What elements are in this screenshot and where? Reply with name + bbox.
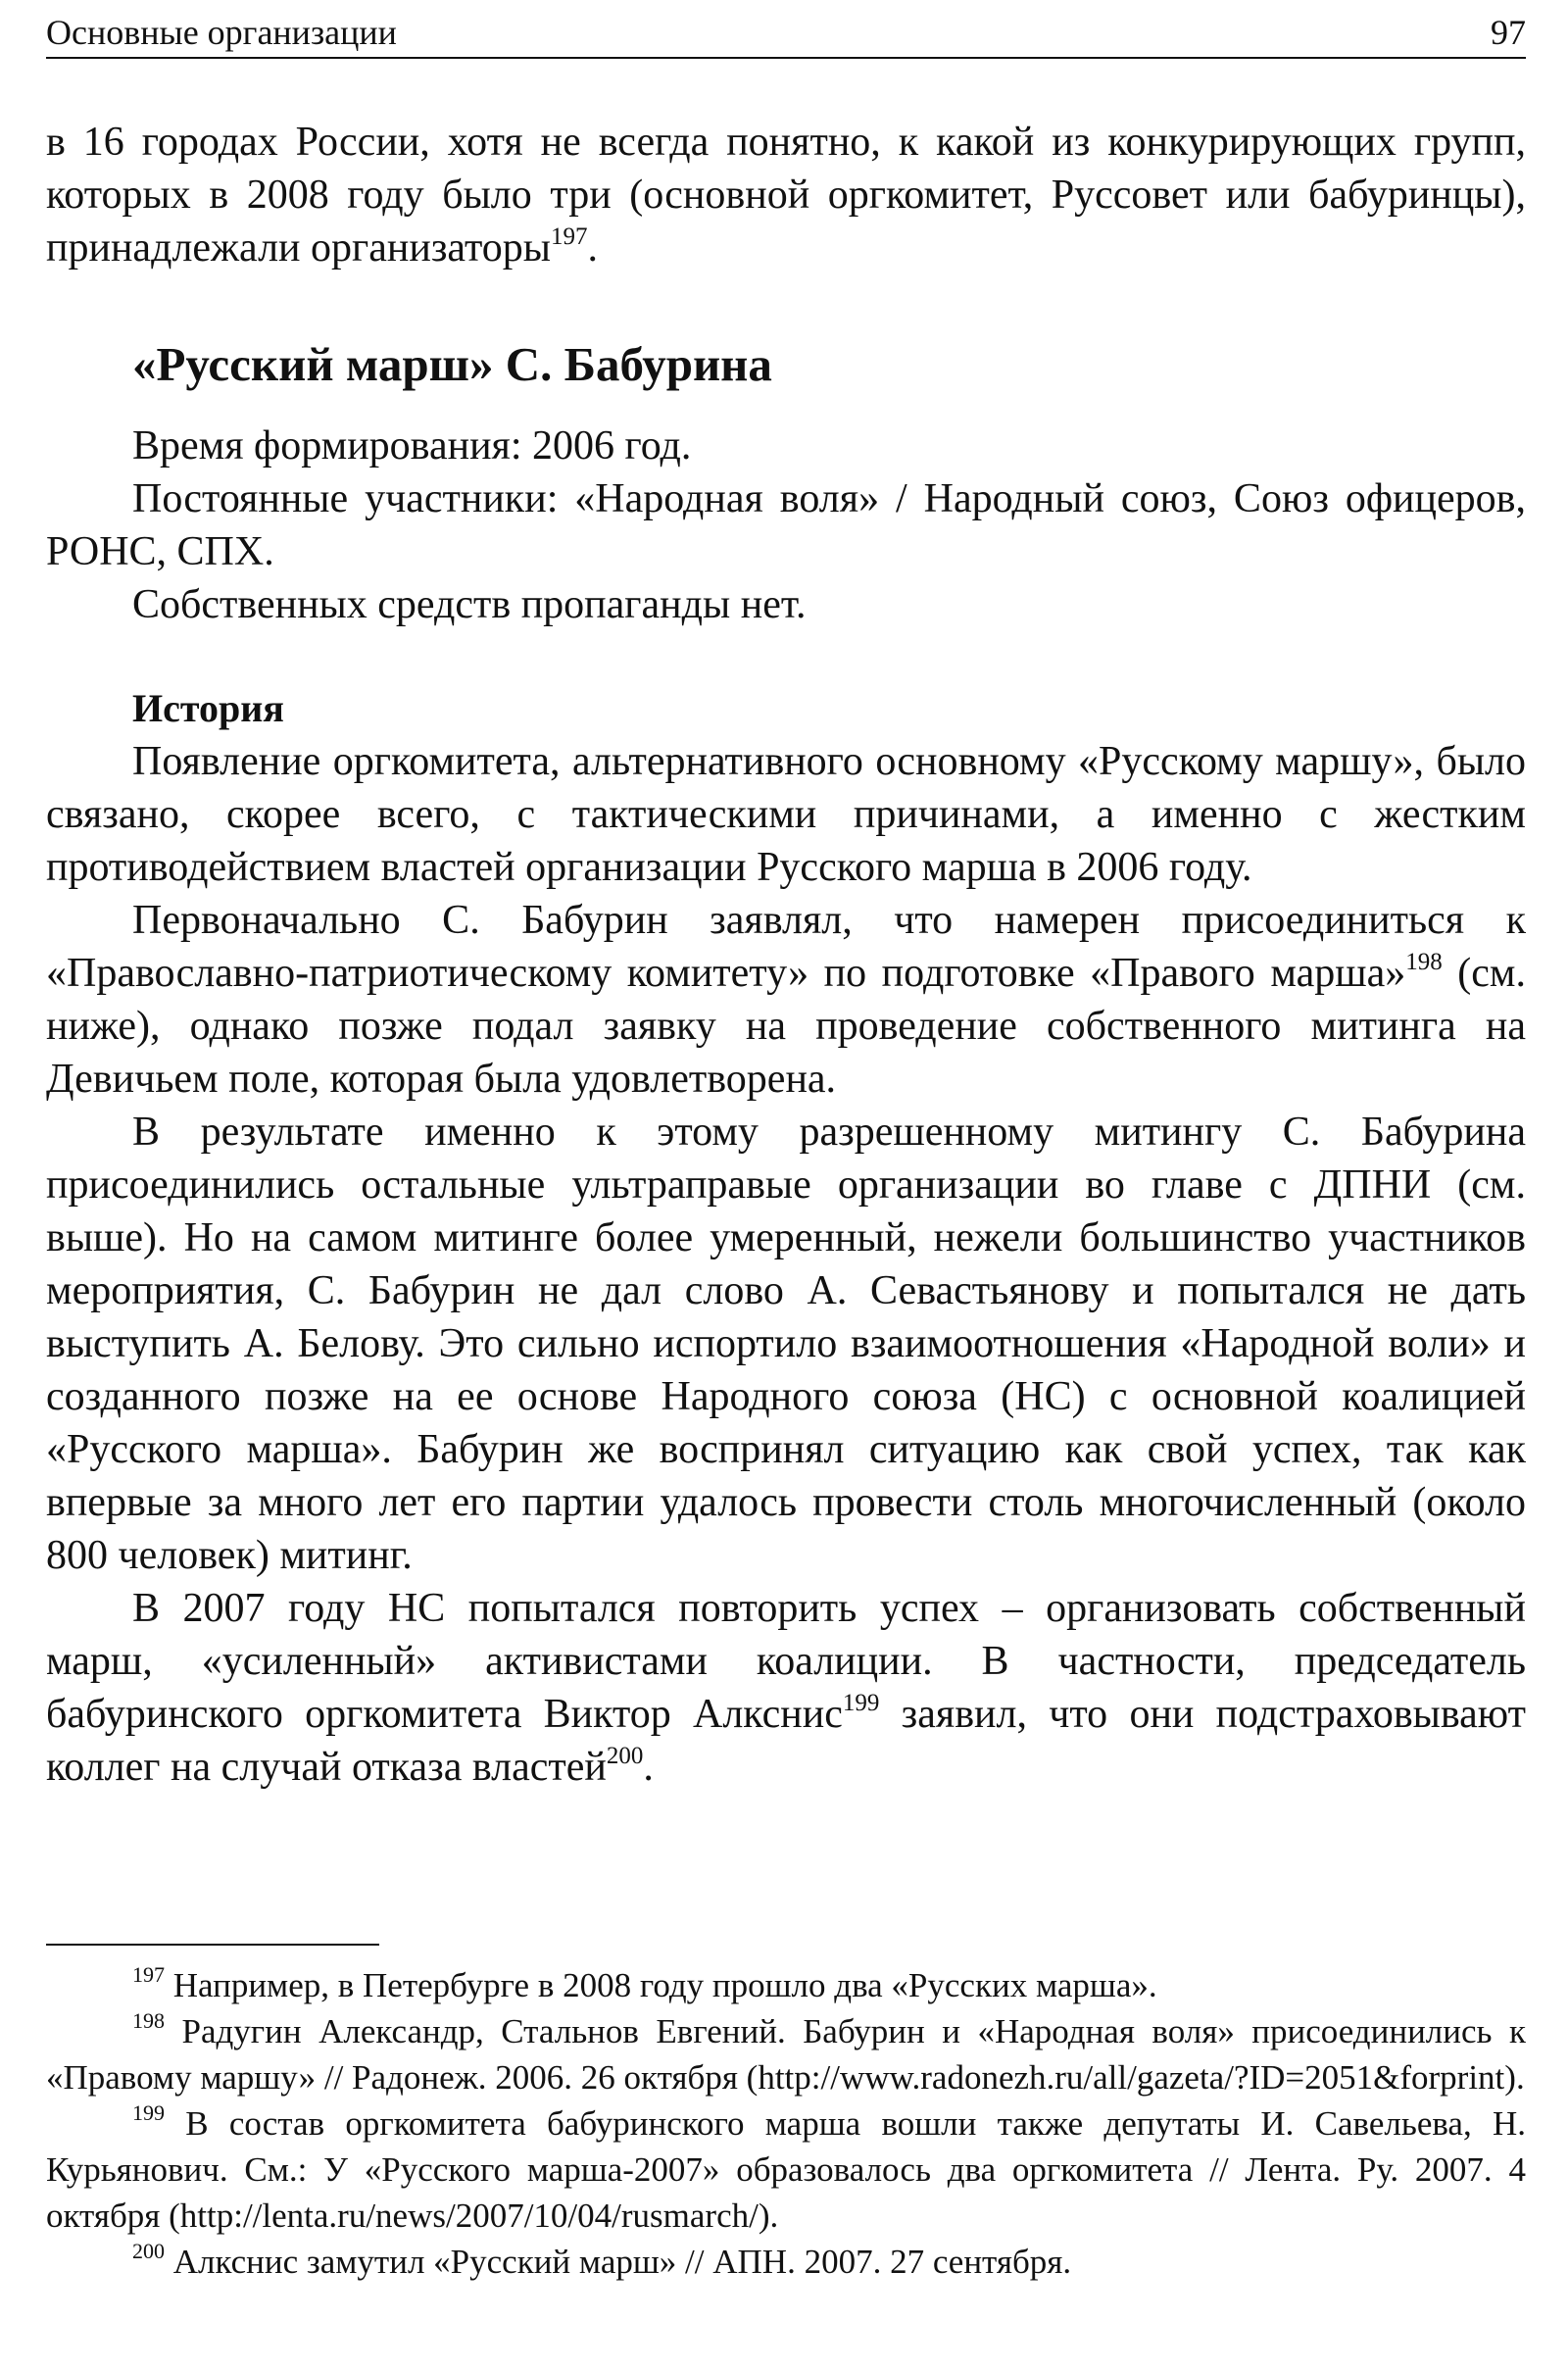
footnote-ref-199[interactable]: 199 [842, 1690, 880, 1716]
p2-text-a: Первоначально С. Бабурин заявлял, что намерен присоединиться к «Православно-патриотическому комитету» по подготовке «Правого марша» [46, 898, 1526, 996]
history-paragraph-4 [46, 1582, 1526, 1794]
p4-text-a: В 2007 году НС попытался повторить успех – организовать собственный марш, «усиленный» активистами коалиции. В частности, председатель бабуринского оргкомитета Виктор Алкснис [46, 1586, 1526, 1737]
footnote-200 [46, 2239, 1526, 2285]
history-paragraph-3: В результате именно к этому разрешенному митингу С. Бабурина присоединились остальные ультраправые организации во главе с ДПНИ (см. выше). Но на самом митинге более умеренный, нежели большинство участников мероприятия, С. Бабурин не дал слово А. Севастьянову и попытался не дать выступить А. Белову. Это сильно испортило взаимоотношения «Народной воли» и созданного позже на ее основе Народного союза (НС) с основной коалицией «Русского марша». Бабурин же воспринял ситуацию как свой успех, так как впервые за много лет его партии удалось провести столь многочисленный (около 800 человек) митинг. [46, 1110, 1526, 1578]
intro-tail: . [587, 225, 598, 271]
info-formation-time: Время формирования: 2006 год. [132, 423, 692, 469]
footnote-197 [46, 1962, 1526, 2008]
footnote-199 [46, 2100, 1526, 2239]
section-title: «Русский марш» С. Бабурина [132, 337, 772, 391]
footnote-number: 200 [132, 2239, 165, 2264]
history-paragraph-2 [46, 894, 1526, 1106]
footnote-text: Радугин Александр, Стальнов Евгений. Бабурин и «Народная воля» присоединились к «Правому маршу» // Радонеж. 2006. 26 октября (http://www.radonezh.ru/all/gazeta/?ID=2051&forprint). [46, 2012, 1526, 2097]
intro-text: в 16 городах России, хотя не всегда понятно, к какой из конкурирующих групп, которых в 2008 году было три (основной оргкомитет, Руссовет или бабуринцы), принадлежали организаторы [46, 120, 1526, 271]
footnote-text: Например, в Петербурге в 2008 году прошло два «Русских марша». [172, 1966, 1157, 2004]
history-paragraph-1: Появление оргкомитета, альтернативного основному «Русскому маршу», было связано, скорее всего, с тактическими причинами, а именно с жестким противодействием властей организации Русского марша в 2006 году. [46, 739, 1526, 890]
p4-text-c: . [643, 1745, 654, 1790]
footnote-ref-197[interactable]: 197 [551, 223, 588, 250]
p2-text-b: (см. ниже), однако позже подал заявку на проведение собственного митинга на Девичьем поле, которая была удовлетворена. [46, 951, 1527, 1102]
info-propaganda: Собственных средств пропаганды нет. [132, 582, 807, 627]
history-heading: История [132, 686, 284, 730]
footnote-ref-200[interactable]: 200 [606, 1743, 644, 1769]
info-participants: Постоянные участники: «Народная воля» / Народный союз, Союз офицеров, РОНС, СПХ. [46, 476, 1526, 574]
p4-text-b: заявил, что они подстраховывают коллег на случай отказа властей [46, 1692, 1526, 1790]
footnote-198 [46, 2008, 1526, 2100]
footnote-number: 198 [132, 2008, 165, 2034]
main-text [46, 116, 1526, 1794]
running-header [46, 8, 1526, 59]
footnote-ref-198[interactable]: 198 [1405, 949, 1443, 975]
footnote-text: Алкснис замутил «Русский марш» // АПН. 2007. 27 сентября. [172, 2243, 1072, 2281]
running-title: Основные организации [46, 13, 397, 52]
footnote-number: 197 [132, 1962, 165, 1988]
footnote-text: В состав оргкомитета бабуринского марша вошли также депутаты И. Савельева, Н. Курьянович. См.: У «Русского марша-2007» образовалось два оргкомитета // Лента. Ру. 2007. 4 октября (http://lenta.ru/news/2007/10/04/rusmarch/). [46, 2104, 1526, 2235]
book-page [46, 0, 1526, 2370]
footnote-divider [46, 1944, 379, 1946]
footnotes [46, 1962, 1526, 2285]
footnote-number: 199 [132, 2100, 165, 2126]
intro-paragraph [46, 116, 1526, 274]
page-number: 97 [1491, 13, 1526, 52]
